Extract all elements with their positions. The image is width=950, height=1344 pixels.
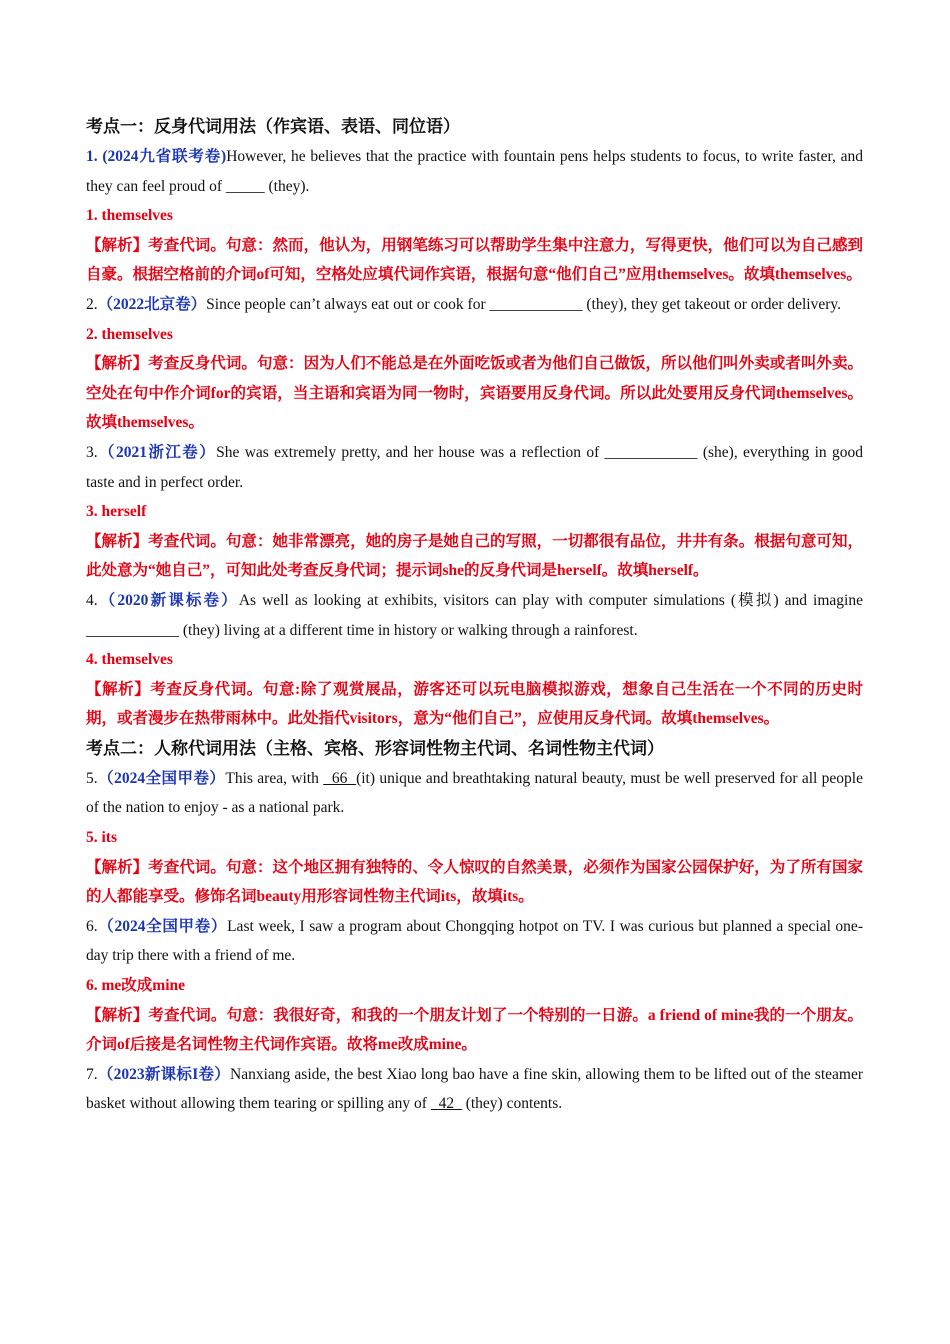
answer-blank: _____: [225, 177, 265, 195]
answer-1: 1. themselves: [86, 207, 173, 225]
question-number: 3.: [86, 443, 98, 461]
question-6: [86, 912, 863, 971]
question-number: 4.: [86, 591, 98, 609]
section-subtitle: （作宾语、表语、同位语）: [256, 117, 460, 136]
question-text: Since people can’t always eat out or cook for: [206, 295, 490, 313]
explanation-5: 【解析】考查代词。句意：这个地区拥有独特的、令人惊叹的自然美景，必须作为国家公园保护好，为了所有国家的人都能享受。修饰名词beauty用形容词性物主代词its，故填its。: [86, 858, 863, 906]
explanation-4: 【解析】考查反身代词。句意:除了观赏展品，游客还可以玩电脑模拟游戏，想象自己生活在一个不同的历史时期，或者漫步在热带雨林中。此处指代visitors，意为“他们自己”，应使用反身代词。故填themselves。: [86, 680, 863, 728]
answer-blank: ____________: [86, 621, 179, 639]
question-number: 1.: [86, 148, 98, 165]
answer-5: 5. its: [86, 829, 117, 847]
answer-blank: ____________: [489, 295, 583, 313]
answer-4: 4. themselves: [86, 651, 173, 669]
question-7: [86, 1060, 863, 1119]
question-1: [86, 142, 863, 201]
question-text: She was extremely pretty, and her house was a reflection of: [216, 443, 605, 461]
question-text: However, he believes that the practice with fountain pens helps students to focus, to write faster, and they can feel proud of: [86, 148, 863, 195]
question-text-end: (she), everything in good taste and in perfect order.: [86, 443, 863, 491]
explanation-2: 【解析】考查反身代词。句意：因为人们不能总是在外面吃饭或者为他们自己做饭，所以他们叫外卖或者叫外卖。空处在句中作介词for的宾语，当主语和宾语为同一物时，宾语要用反身代词。所以此处要用反身代词themselves。故填themselves。: [86, 355, 863, 432]
answer-blank: 42: [430, 1095, 462, 1113]
question-text-end: (it) unique and breathtaking natural beauty, must be well preserved for all people of the nation to enjoy - as a national park.: [86, 769, 863, 817]
section-heading-personal: [86, 734, 863, 764]
question-3: [86, 438, 863, 497]
question-number: 6.: [86, 917, 98, 935]
answer-blank: ____________: [604, 443, 698, 461]
section-heading-reflexive: [86, 112, 863, 142]
question-number: 7.: [86, 1065, 98, 1083]
question-text-end: (they).: [264, 177, 310, 195]
question-text: Nanxiang aside, the best Xiao long bao have a fine skin, allowing them to be lifted out of the steamer basket without allowing them tearing or spilling any of: [86, 1065, 863, 1113]
explanation-3: 【解析】考查代词。句意：她非常漂亮，她的房子是她自己的写照，一切都很有品位，井井有条。根据句意可知，此处意为“她自己”，可知此处考查反身代词；提示词she的反身代词是herself。故填herself。: [86, 532, 863, 580]
question-text: This area, with: [225, 769, 324, 787]
section-title: 考点一：反身代词用法: [86, 117, 256, 136]
question-text: As well as looking at exhibits, visitors can play with computer simulations (模拟) and imagine: [238, 591, 863, 609]
explanation-6: 【解析】考查代词。句意：我很好奇，和我的一个朋友计划了一个特别的一日游。a friend of mine我的一个朋友。介词of后接是名词性物主代词作宾语。故将me改成mine。: [86, 1006, 863, 1054]
section-title: 考点二：人称代词用法: [86, 738, 256, 758]
question-source: （2024全国甲卷）: [97, 769, 226, 787]
answer-blank: 66: [323, 769, 357, 787]
question-text-end: (they) contents.: [461, 1095, 563, 1113]
answer-6: 6. me改成mine: [86, 977, 186, 995]
document-page: [86, 112, 863, 1119]
question-number: 2.: [86, 295, 98, 313]
question-source: （2021浙江卷）: [97, 443, 217, 461]
question-text: Last week, I saw a program about Chongqing hotpot on TV. I was curious but planned a special one-day trip there with a friend of me.: [86, 917, 863, 965]
question-4: [86, 586, 863, 645]
question-text-end: (they) living at a different time in history or walking through a rainforest.: [179, 621, 638, 639]
question-text-end: (they), they get takeout or order delivery.: [582, 295, 842, 313]
question-5: [86, 764, 863, 823]
question-source: （2023新课标I卷）: [97, 1065, 231, 1083]
question-source: （2024全国甲卷）: [97, 917, 228, 935]
question-source: （2020新课标卷）: [97, 591, 239, 609]
explanation-1: 【解析】考查代词。句意：然而，他认为，用钢笔练习可以帮助学生集中注意力，写得更快，他们可以为自己感到自豪。根据空格前的介词of可知，空格处应填代词作宾语，根据句意“他们自己”应用themselves。故填themselves。: [86, 236, 863, 284]
section-subtitle: （主格、宾格、形容词性物主代词、名词性物主代词）: [256, 738, 664, 758]
answer-3: 3. herself: [86, 503, 147, 521]
answer-2: 2. themselves: [86, 325, 173, 343]
question-number: 5.: [86, 769, 98, 787]
question-source: （2022北京卷）: [97, 295, 207, 313]
question-2: [86, 290, 863, 320]
question-source: (2024九省联考卷): [102, 148, 227, 165]
